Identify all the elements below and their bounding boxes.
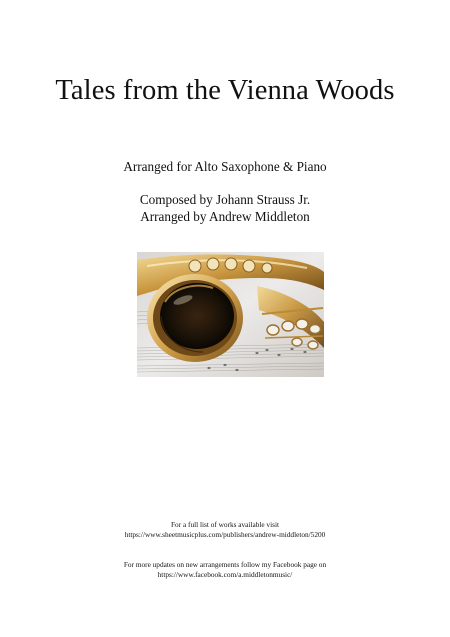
works-list-note — [0, 520, 450, 539]
credits-block — [0, 191, 450, 225]
facebook-link[interactable]: https://www.facebook.com/a.middletonmusic/ — [157, 569, 293, 579]
works-list-intro: For a full list of works available visit — [170, 520, 280, 529]
facebook-note — [0, 560, 450, 579]
saxophone-bell — [147, 274, 243, 362]
arranger-credit: Arranged by Andrew Middleton — [140, 209, 310, 224]
cover-photo — [137, 252, 324, 377]
composer-credit: Composed by Johann Strauss Jr. — [139, 192, 311, 207]
page-title: Tales from the Vienna Woods — [55, 75, 395, 106]
facebook-intro: For more updates on new arrangements follow my Facebook page on — [123, 560, 327, 569]
works-list-link[interactable]: https://www.sheetmusicplus.com/publishers/andrew-middleton/5200 — [124, 529, 326, 539]
arrangement-subtitle: Arranged for Alto Saxophone & Piano — [123, 159, 327, 174]
saxophone-sheet-music-image — [137, 252, 324, 377]
